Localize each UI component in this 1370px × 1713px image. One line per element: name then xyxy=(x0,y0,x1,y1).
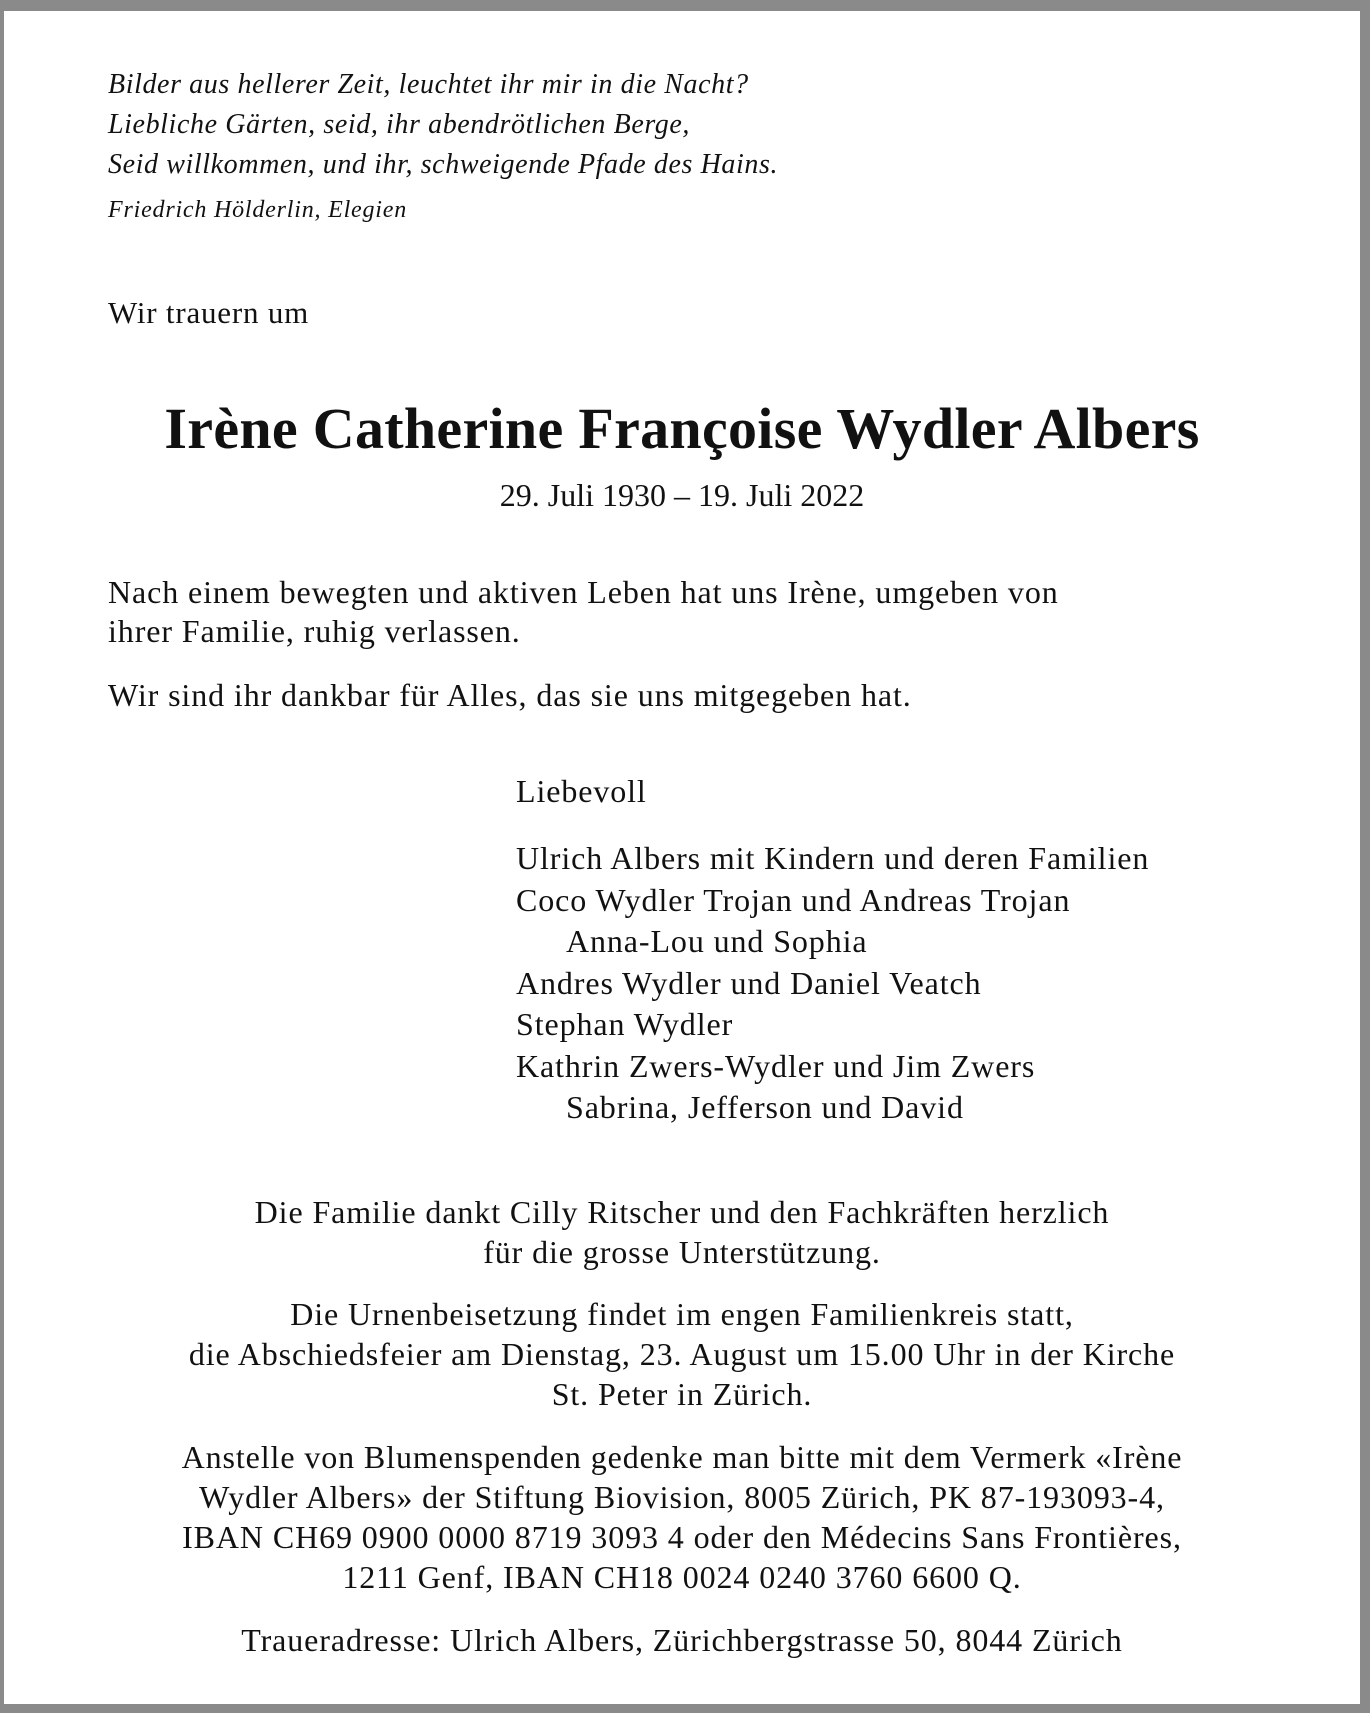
farewell-paragraph xyxy=(108,573,1059,651)
notice-line: für die grosse Unterstützung. xyxy=(483,1234,881,1270)
poem-attribution: Friedrich Hölderlin, Elegien xyxy=(108,197,408,223)
poem-line: Seid willkommen, und ihr, schweigende Pfade des Hains. xyxy=(108,149,779,180)
gratitude-paragraph: Wir sind ihr dankbar für Alles, das sie uns mitgegeben hat. xyxy=(108,677,912,713)
life-dates: 29. Juli 1930 – 19. Juli 2022 xyxy=(499,477,865,513)
paragraph-line: ihrer Familie, ruhig verlassen. xyxy=(108,613,521,649)
family-entry: Kathrin Zwers-Wydler und Jim Zwers xyxy=(516,1047,1036,1084)
notice-line: Anstelle von Blumenspenden gedenke man bitte mit dem Vermerk «Irène xyxy=(181,1439,1183,1475)
thanks-notice xyxy=(4,1192,1360,1272)
notice-line: Die Urnenbeisetzung findet im engen Familienkreis statt, xyxy=(290,1296,1074,1332)
family-entry-grandchildren: Anna-Lou und Sophia xyxy=(566,923,868,959)
ceremony-notice xyxy=(4,1294,1360,1414)
notice-line: 1211 Genf, IBAN CH18 0024 0240 3760 6600 Q. xyxy=(342,1559,1022,1595)
poem-quote xyxy=(108,65,778,185)
notice-line: IBAN CH69 0900 0000 8719 3093 4 oder den Médecins Sans Frontières, xyxy=(182,1519,1182,1555)
mourning-intro: Wir trauern um xyxy=(108,295,310,330)
notice-line: die Abschiedsfeier am Dienstag, 23. August um 15.00 Uhr in der Kirche xyxy=(188,1336,1176,1372)
deceased-name: Irène Catherine Françoise Wydler Albers xyxy=(164,396,1200,461)
notice-line: Wydler Albers» der Stiftung Biovision, 8005 Zürich, PK 87-193093-4, xyxy=(199,1479,1165,1515)
poem-line: Liebliche Gärten, seid, ihr abendrötlichen Berge, xyxy=(108,109,691,140)
mourning-address: Traueradresse: Ulrich Albers, Zürichbergstrasse 50, 8044 Zürich xyxy=(241,1622,1123,1658)
donation-notice xyxy=(4,1437,1360,1597)
poem-line: Bilder aus hellerer Zeit, leuchtet ihr mir in die Nacht? xyxy=(108,69,749,100)
notice-line: St. Peter in Zürich. xyxy=(551,1376,813,1412)
family-entry: Andres Wydler und Daniel Veatch xyxy=(516,964,982,1001)
salutation: Liebevoll xyxy=(516,773,647,809)
family-list xyxy=(516,838,1149,1129)
family-entry-grandchildren: Sabrina, Jefferson und David xyxy=(566,1089,964,1125)
family-entry: Coco Wydler Trojan und Andreas Trojan xyxy=(516,881,1071,918)
family-entry: Stephan Wydler xyxy=(516,1006,734,1042)
paragraph-line: Nach einem bewegten und aktiven Leben hat uns Irène, umgeben von xyxy=(108,574,1059,610)
family-entry: Ulrich Albers mit Kindern und deren Familien xyxy=(516,840,1150,876)
obituary-sheet xyxy=(4,11,1360,1704)
notice-line: Die Familie dankt Cilly Ritscher und den Fachkräften herzlich xyxy=(254,1194,1110,1230)
